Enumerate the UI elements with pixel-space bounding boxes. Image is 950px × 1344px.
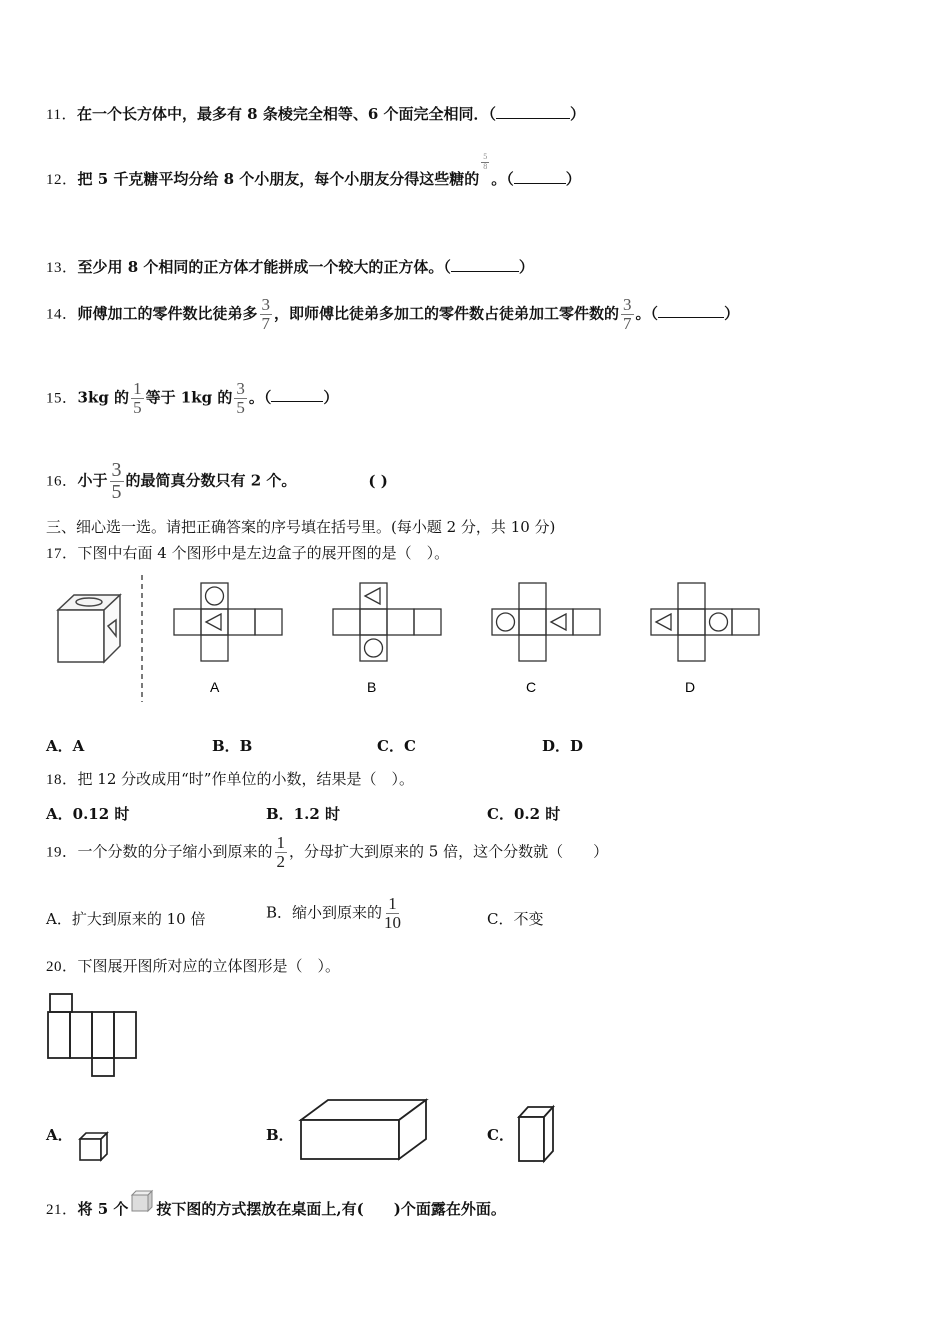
- figure-label-C: C: [526, 679, 537, 695]
- option-A[interactable]: A．0.12 时: [46, 805, 130, 823]
- fraction: $\frac{3}{7}$: [261, 295, 271, 333]
- fraction: $\frac{3}{5}$: [111, 459, 122, 503]
- question-14: 14．师傅加工的零件数比徒弟多 $\frac{3}{7}$ ，即师傅比徒弟多加工的零件数占徒弟加工零件数的 $\frac{3}{7}$ 。（ ）: [46, 295, 740, 333]
- question-number: 14．: [46, 306, 78, 323]
- question-number: 16．: [46, 473, 78, 490]
- answer-blank[interactable]: [451, 257, 519, 272]
- question-number: 20．: [46, 959, 78, 975]
- question-text: 下图中右面 4 个图形中是左边盒子的展开图的是（ ）。: [77, 544, 450, 562]
- question-number: 12．: [46, 172, 78, 188]
- answer-blank[interactable]: [514, 169, 566, 184]
- answer-paren[interactable]: ( ): [368, 471, 388, 490]
- q17-figure: [40, 570, 780, 710]
- question-text: 把 5 千克糖平均分给 8 个小朋友，每个小朋友分得这些糖的: [77, 170, 480, 188]
- fraction: $\frac{5}{8}$: [483, 152, 488, 171]
- question-number: 21．: [46, 1202, 78, 1218]
- net-B: [333, 583, 441, 661]
- q20-net-figure: [44, 990, 144, 1080]
- question-13: 13．至少用 8 个相同的正方体才能拼成一个较大的正方体。（ ）: [46, 258, 534, 276]
- question-16: 16．小于 $\frac{3}{5}$ 的最简真分数只有 2 个。 ( ): [46, 459, 388, 503]
- section-heading: 三、细心选一选。请把正确答案的序号填在括号里。(每小题 2 分，共 10 分): [46, 518, 556, 536]
- question-12: 12．把 5 千克糖平均分给 8 个小朋友，每个小朋友分得这些糖的 $\frac{5}{8}$ 。（ ）: [46, 152, 581, 188]
- question-number: 11．: [46, 107, 77, 123]
- option-A[interactable]: A．扩大到原来的 10 倍: [46, 910, 206, 928]
- answer-blank[interactable]: [658, 303, 724, 318]
- small-cube-icon: [76, 1130, 112, 1164]
- figure-label-D: D: [685, 679, 696, 695]
- tall-cuboid-icon: [514, 1102, 560, 1164]
- question-number: 19．: [46, 844, 78, 861]
- question-11: 11．在一个长方体中，最多有 8 条棱完全相等、6 个面完全相同．（ ）: [46, 105, 586, 123]
- fraction: $\frac{1}{10}$: [384, 894, 402, 932]
- net-A: [174, 583, 282, 661]
- option-A[interactable]: A．A: [46, 737, 85, 755]
- question-number: 15．: [46, 390, 78, 407]
- question-20: [46, 955, 340, 976]
- figure-label-A: A: [210, 679, 220, 695]
- cube-icon: [130, 1189, 154, 1213]
- question-18: [46, 768, 414, 789]
- net-C: [492, 583, 600, 661]
- question-text: 把 12 分改成用“时”作单位的小数，结果是（ ）。: [77, 770, 414, 788]
- question-number: 17．: [46, 546, 78, 562]
- option-C[interactable]: C．: [487, 1126, 514, 1144]
- option-C[interactable]: C．C: [377, 737, 416, 755]
- option-B[interactable]: B．缩小到原来的 $\frac{1}{10}$: [266, 894, 402, 932]
- net-D: [651, 583, 759, 661]
- option-B[interactable]: B．1.2 时: [266, 805, 340, 823]
- fraction: $\frac{3}{5}$: [236, 379, 245, 417]
- fraction: $\frac{1}{5}$: [133, 379, 142, 417]
- question-19: 19．一个分数的分子缩小到原来的 $\frac{1}{2}$ ，分母扩大到原来的 5 倍，这个分数就（ ）: [46, 833, 609, 871]
- question-text: 在一个长方体中，最多有 8 条棱完全相等、6 个面完全相同．（: [76, 105, 496, 123]
- option-A[interactable]: A．: [46, 1126, 73, 1144]
- question-17: [46, 542, 449, 563]
- question-number: 13．: [46, 260, 78, 276]
- option-B[interactable]: B．B: [212, 737, 253, 755]
- fraction: $\frac{3}{7}$: [623, 295, 632, 333]
- question-21: 21．将 5 个 按下图的方式摆放在桌面上,有( )个面露在外面。: [46, 1195, 506, 1219]
- cuboid-flat-icon: [296, 1094, 432, 1164]
- answer-blank[interactable]: [496, 104, 570, 119]
- box-3d-icon: [58, 595, 120, 662]
- option-C[interactable]: C．不变: [487, 910, 544, 928]
- question-text: 至少用 8 个相同的正方体才能拼成一个较大的正方体。（: [77, 258, 451, 276]
- question-number: 18．: [46, 772, 78, 788]
- option-D[interactable]: D．D: [542, 737, 584, 755]
- answer-blank[interactable]: [271, 387, 323, 402]
- question-text: 下图展开图所对应的立体图形是（ ）。: [77, 957, 341, 975]
- option-B[interactable]: B．: [266, 1126, 294, 1144]
- figure-label-B: B: [367, 679, 377, 695]
- option-C[interactable]: C．0.2 时: [487, 805, 561, 823]
- fraction: $\frac{1}{2}$: [276, 833, 286, 871]
- question-15: 15．3kg 的 $\frac{1}{5}$ 等于 1kg 的 $\frac{3}{5}$ 。（ ）: [46, 379, 339, 417]
